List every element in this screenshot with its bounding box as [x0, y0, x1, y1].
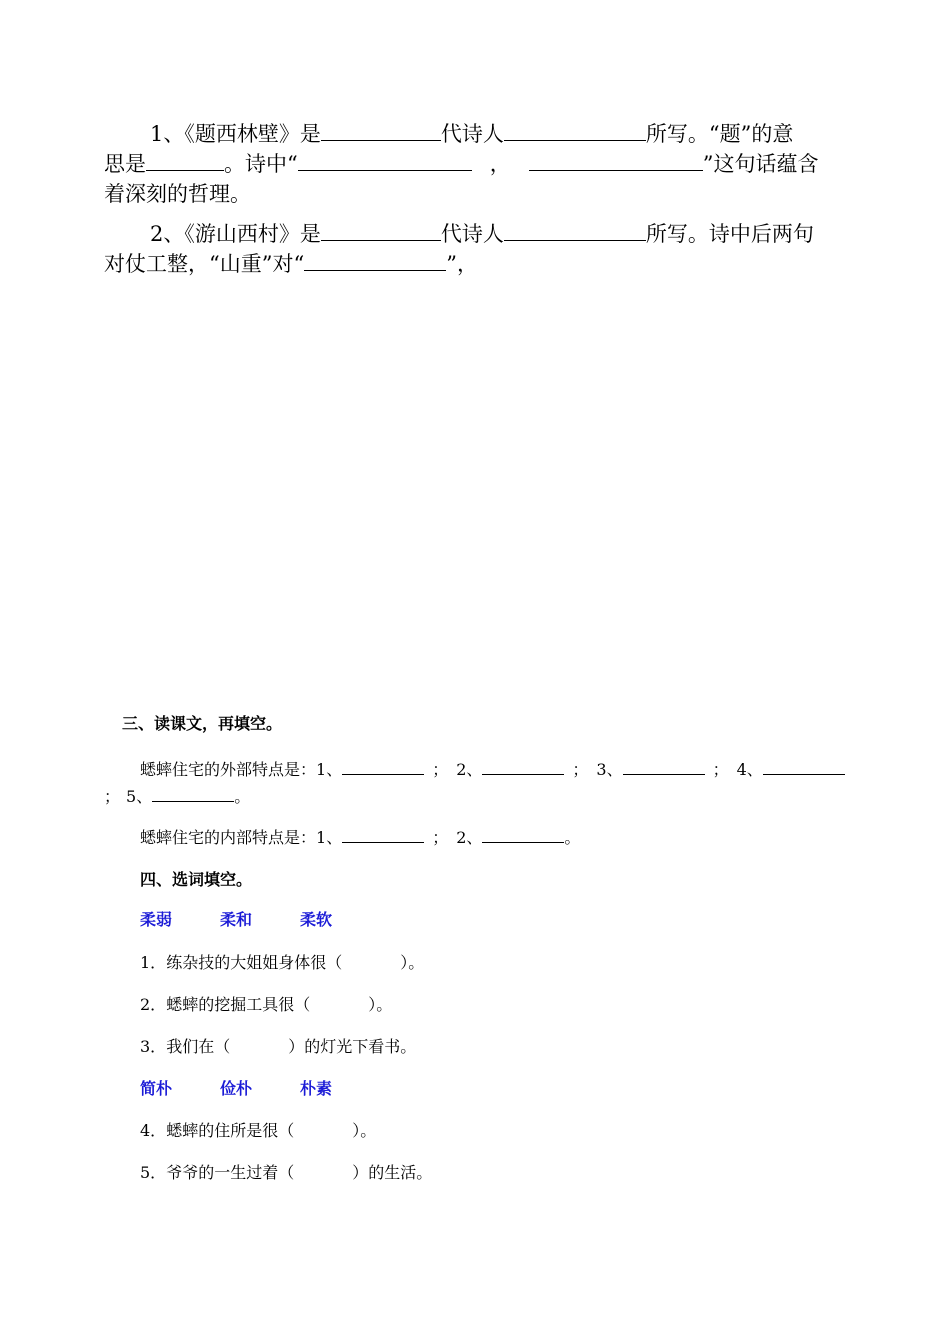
item-text-before: 爷爷的一生过着（	[166, 1163, 295, 1182]
outer-num-2: 2、	[456, 760, 483, 779]
semicolon: ；	[432, 760, 449, 779]
period: 。	[564, 828, 581, 847]
q2-text-title: 《游山西村》是	[184, 222, 321, 246]
q2-line2	[104, 248, 478, 278]
q1-line3: 着深刻的哲理。	[104, 182, 251, 206]
semicolon: ；	[432, 828, 449, 847]
item-number: 1．	[140, 953, 167, 972]
section3-inner-line	[140, 825, 580, 848]
item-number: 5．	[140, 1163, 167, 1182]
semicolon: ；	[712, 760, 729, 779]
word-option: 朴素	[300, 1079, 333, 1098]
outer-num-4: 4、	[736, 760, 763, 779]
section3-outer-line	[140, 757, 845, 780]
inner-num-2: 2、	[456, 828, 483, 847]
word-option: 柔和	[220, 910, 253, 929]
fill-item-4	[140, 1118, 376, 1141]
word-bank-2	[140, 1076, 332, 1099]
inner-blank-1[interactable]	[342, 826, 424, 843]
q1-text-meaning: 所写。“题”的意	[645, 122, 794, 146]
outer-num-1: 1、	[316, 760, 343, 779]
fill-item-1	[140, 950, 424, 973]
item-text-before: 练杂技的大姐姐身体很（	[166, 953, 343, 972]
fill-item-2	[140, 992, 392, 1015]
item-text-after: ）。	[352, 1121, 377, 1140]
outer-blank-5[interactable]	[152, 785, 234, 802]
q1-text-poem: 。诗中“	[224, 152, 298, 176]
word-option: 简朴	[140, 1079, 173, 1098]
period: 。	[234, 787, 251, 806]
q1-blank-line-b[interactable]	[529, 149, 703, 171]
inner-prefix: 蟋蟀住宅的内部特点是：	[140, 828, 317, 847]
q1-text-title: 《题西林壁》是	[184, 122, 321, 146]
item-text-before: 我们在（	[166, 1037, 231, 1056]
q1-text-poet: 代诗人	[440, 122, 504, 146]
item-text-after: ）的生活。	[352, 1163, 433, 1182]
outer-num-5: 5、	[126, 787, 153, 806]
item-text-before: 蟋蟀的挖掘工具很（	[166, 995, 311, 1014]
item-number: 3．	[140, 1037, 167, 1056]
q1-blank-poet[interactable]	[504, 119, 646, 141]
q2-blank-pair[interactable]	[304, 249, 446, 271]
inner-num-1: 1、	[316, 828, 343, 847]
q2-text-duizhang: 对仗工整，“山重”对“	[104, 252, 305, 276]
item-text-after: ）。	[368, 995, 393, 1014]
inner-blank-2[interactable]	[482, 826, 564, 843]
item-number: 4．	[140, 1121, 167, 1140]
section4-heading: 四、选词填空。	[140, 870, 253, 889]
q1-line2	[104, 148, 819, 178]
outer-blank-3[interactable]	[623, 758, 705, 775]
q1-line1	[150, 118, 793, 148]
q1-blank-meaning[interactable]	[146, 149, 224, 171]
q2-line1	[150, 218, 814, 248]
item-text-after: ）。	[400, 953, 425, 972]
q1-text-comma: ，	[489, 152, 511, 176]
q1-number: 1、	[150, 122, 185, 146]
q2-text-couplet: 所写。诗中后两句	[645, 222, 814, 246]
q2-number: 2、	[150, 222, 185, 246]
outer-blank-4[interactable]	[763, 758, 845, 775]
q2-blank-poet[interactable]	[504, 219, 646, 241]
q2-text-poet: 代诗人	[440, 222, 504, 246]
word-option: 俭朴	[220, 1079, 253, 1098]
outer-num-3: 3、	[596, 760, 623, 779]
item-number: 2．	[140, 995, 167, 1014]
outer-blank-2[interactable]	[482, 758, 564, 775]
fill-item-5	[140, 1160, 432, 1183]
q1-text-si: 思是	[104, 152, 146, 176]
q2-text-end: ”，	[446, 252, 478, 276]
word-option: 柔软	[300, 910, 333, 929]
semicolon: ；	[104, 787, 121, 806]
outer-prefix: 蟋蟀住宅的外部特点是：	[140, 760, 317, 779]
section3-heading: 三、读课文，再填空。	[122, 714, 283, 733]
section3-outer-line2	[104, 784, 250, 807]
semicolon: ；	[572, 760, 589, 779]
outer-blank-1[interactable]	[342, 758, 424, 775]
q1-blank-dynasty[interactable]	[321, 119, 441, 141]
word-option: 柔弱	[140, 910, 173, 929]
item-text-after: ）的灯光下看书。	[288, 1037, 417, 1056]
q1-blank-line-a[interactable]	[298, 149, 472, 171]
q2-blank-dynasty[interactable]	[321, 219, 441, 241]
q1-text-philosophy: ”这句话蕴含	[702, 152, 819, 176]
word-bank-1	[140, 907, 332, 930]
fill-item-3	[140, 1034, 416, 1057]
item-text-before: 蟋蟀的住所是很（	[166, 1121, 295, 1140]
